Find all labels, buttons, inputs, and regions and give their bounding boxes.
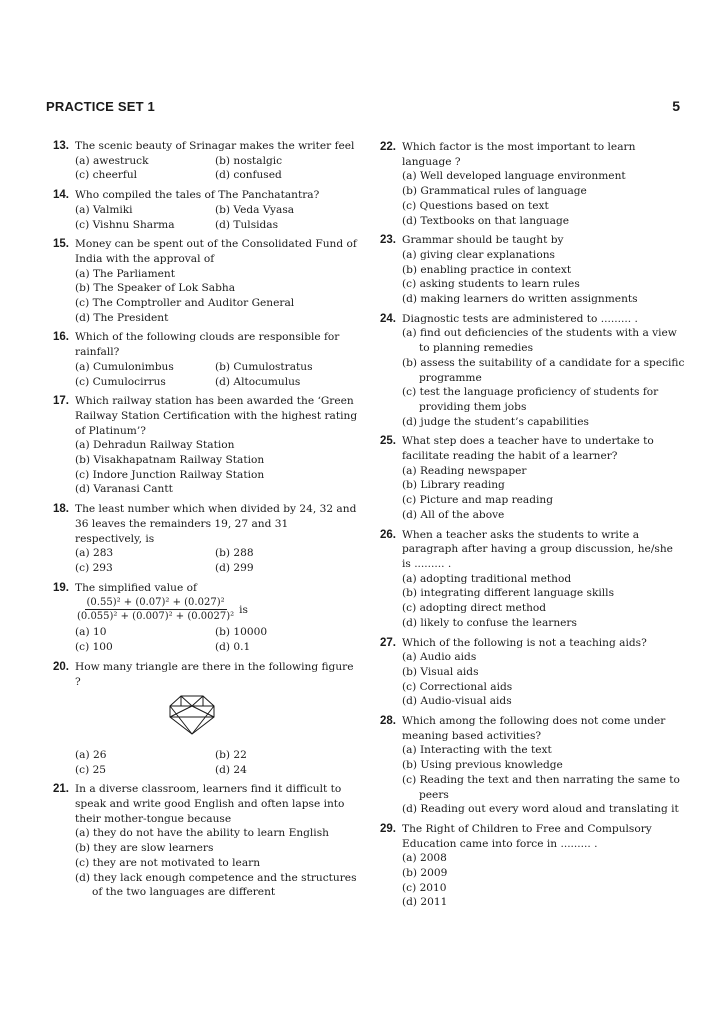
question-text: Diagnostic tests are administered to ......... . bbox=[402, 312, 638, 325]
question-text: Which among the following does not come under meaning based activities? bbox=[402, 715, 666, 742]
question-text: The Right of Children to Free and Compulsory Education came into force in ......... . bbox=[402, 822, 652, 850]
option-b: (b) Visual aids bbox=[402, 665, 479, 678]
question-27 bbox=[373, 636, 685, 710]
question-number: 19. bbox=[53, 581, 69, 594]
option-c: (c) 293 bbox=[75, 561, 113, 574]
question-number: 20. bbox=[53, 660, 69, 673]
question-24 bbox=[373, 312, 685, 430]
options bbox=[75, 546, 358, 575]
option-a: (a) 283 bbox=[75, 547, 114, 560]
options bbox=[75, 625, 358, 654]
question-26 bbox=[373, 528, 685, 631]
fraction-numerator: (0.55)² + (0.07)² + (0.027)² bbox=[86, 597, 225, 609]
question-29 bbox=[373, 822, 685, 910]
question-text: Which of the following clouds are responsible for rainfall? bbox=[75, 331, 340, 359]
option-d: (d) confused bbox=[215, 169, 282, 182]
option-a: (a) Audio aids bbox=[402, 651, 477, 664]
option-b: (b) assess the suitability of a candidate for a specific programme bbox=[402, 356, 685, 384]
question-17 bbox=[46, 394, 358, 497]
option-d: (d) Textbooks on that language bbox=[402, 214, 570, 227]
question-25 bbox=[373, 434, 685, 522]
question-number: 22. bbox=[380, 141, 396, 153]
option-b: (b) Using previous knowledge bbox=[402, 759, 563, 772]
option-b: (b) 22 bbox=[215, 748, 247, 761]
question-text: Which railway station has been awarded the ‘Green Railway Station Certification with the highest rating of Platinum’? bbox=[75, 395, 358, 437]
options bbox=[75, 154, 358, 183]
question-14 bbox=[46, 188, 358, 232]
option-a: (a) 10 bbox=[75, 626, 107, 639]
practice-set-title: PRACTICE SET 1 bbox=[46, 99, 155, 114]
options bbox=[402, 248, 685, 307]
option-d: (d) All of the above bbox=[402, 508, 505, 521]
triangle-figure bbox=[169, 695, 215, 735]
option-a: (a) Interacting with the text bbox=[402, 744, 552, 757]
option-b: (b) Grammatical rules of language bbox=[402, 185, 587, 198]
option-c: (c) they are not motivated to learn bbox=[75, 856, 261, 869]
option-b: (b) Cumulostratus bbox=[215, 360, 313, 373]
question-number: 25. bbox=[380, 435, 396, 448]
question-number: 17. bbox=[53, 395, 69, 408]
option-c: (c) Cumulocirrus bbox=[75, 375, 166, 388]
options bbox=[75, 748, 358, 777]
fraction bbox=[75, 596, 236, 623]
option-a: (a) 26 bbox=[75, 748, 107, 761]
question-28 bbox=[373, 714, 685, 817]
option-d: (d) The President bbox=[75, 311, 169, 324]
right-column bbox=[373, 140, 685, 910]
question-number: 21. bbox=[53, 783, 69, 796]
question-number: 24. bbox=[380, 312, 396, 325]
option-c: (c) Vishnu Sharma bbox=[75, 218, 175, 231]
options bbox=[75, 267, 358, 326]
question-number: 13. bbox=[53, 140, 69, 152]
option-c: (c) The Comptroller and Auditor General bbox=[75, 297, 295, 310]
question-19 bbox=[46, 581, 358, 655]
question-text: The scenic beauty of Srinagar makes the writer feel bbox=[75, 140, 355, 152]
options bbox=[75, 826, 358, 900]
option-d: (d) they lack enough competence and the structures of the two languages are different bbox=[75, 871, 357, 899]
question-text: Who compiled the tales of The Panchatantra? bbox=[75, 189, 320, 202]
question-text: The least number which when divided by 24, 32 and 36 leaves the remainders 19, 27 and 31 respectively, is bbox=[75, 503, 357, 545]
question-number: 23. bbox=[380, 234, 396, 247]
page-header bbox=[46, 99, 680, 119]
option-d: (d) 0.1 bbox=[215, 641, 251, 654]
option-c: (c) cheerful bbox=[75, 169, 138, 182]
option-b: (b) Library reading bbox=[402, 479, 505, 492]
question-number: 15. bbox=[53, 238, 69, 251]
option-c: (c) Reading the text and then narrating the same to peers bbox=[402, 773, 680, 801]
option-b: (b) integrating different language skills bbox=[402, 587, 614, 600]
question-text: The simplified value of bbox=[75, 581, 197, 594]
question-text: Grammar should be taught by bbox=[402, 234, 564, 247]
option-d: (d) 2011 bbox=[402, 896, 448, 909]
question-number: 16. bbox=[53, 331, 69, 344]
question-text: When a teacher asks the students to write a paragraph after having a group discussion, he/she is ......... . bbox=[402, 528, 673, 570]
options bbox=[402, 326, 685, 429]
option-d: (d) Audio-visual aids bbox=[402, 695, 512, 708]
option-a: (a) adopting traditional method bbox=[402, 572, 572, 585]
option-a: (a) giving clear explanations bbox=[402, 248, 555, 261]
option-b: (b) Visakhapatnam Railway Station bbox=[75, 454, 265, 467]
question-number: 14. bbox=[53, 189, 69, 202]
options bbox=[75, 203, 358, 232]
left-column bbox=[46, 139, 358, 900]
options bbox=[75, 438, 358, 497]
option-a: (a) Valmiki bbox=[75, 203, 133, 216]
option-a: (a) awestruck bbox=[75, 154, 149, 167]
question-13 bbox=[46, 139, 358, 183]
option-c: (c) adopting direct method bbox=[402, 602, 547, 615]
question-text: In a diverse classroom, learners find it difficult to speak and write good English and often lapse into their mother-tongue because bbox=[75, 783, 345, 825]
option-b: (b) 2009 bbox=[402, 867, 448, 880]
options bbox=[402, 572, 685, 631]
option-c: (c) test the language proficiency of students for providing them jobs bbox=[402, 386, 659, 413]
option-a: (a) Reading newspaper bbox=[402, 464, 527, 477]
question-number: 27. bbox=[380, 636, 396, 649]
option-b: (b) 10000 bbox=[215, 626, 268, 639]
question-20 bbox=[46, 660, 358, 778]
question-21 bbox=[46, 782, 358, 900]
option-d: (d) judge the student’s capabilities bbox=[402, 415, 589, 428]
question-text: How many triangle are there in the following figure ? bbox=[75, 660, 354, 688]
question-number: 18. bbox=[53, 503, 69, 516]
option-c: (c) Indore Junction Railway Station bbox=[75, 468, 265, 481]
option-a: (a) Dehradun Railway Station bbox=[75, 439, 235, 452]
fraction-expression bbox=[75, 596, 358, 623]
option-c: (c) Correctional aids bbox=[402, 680, 513, 693]
option-d: (d) 24 bbox=[215, 763, 247, 776]
option-b: (b) 288 bbox=[215, 547, 254, 560]
question-text: Money can be spent out of the Consolidated Fund of India with the approval of bbox=[75, 238, 357, 265]
option-d: (d) likely to confuse the learners bbox=[402, 616, 577, 629]
options bbox=[402, 650, 685, 709]
option-b: (b) enabling practice in context bbox=[402, 263, 572, 276]
question-22 bbox=[373, 140, 685, 228]
options bbox=[75, 360, 358, 389]
option-c: (c) 2010 bbox=[402, 881, 447, 894]
question-18 bbox=[46, 502, 358, 576]
option-b: (b) nostalgic bbox=[215, 154, 283, 167]
option-a: (a) Cumulonimbus bbox=[75, 360, 174, 373]
page-number: 5 bbox=[672, 98, 680, 114]
option-c: (c) 100 bbox=[75, 641, 113, 654]
option-d: (d) Tulsidas bbox=[215, 218, 279, 231]
options bbox=[402, 743, 685, 817]
options bbox=[402, 464, 685, 523]
question-number: 29. bbox=[380, 822, 396, 835]
option-c: (c) Picture and map reading bbox=[402, 494, 554, 507]
option-a: (a) Well developed language environment bbox=[402, 170, 626, 183]
option-d: (d) making learners do written assignments bbox=[402, 293, 638, 306]
option-d: (d) Altocumulus bbox=[215, 375, 301, 388]
question-16 bbox=[46, 330, 358, 389]
option-a: (a) The Parliament bbox=[75, 267, 175, 280]
question-text: Which factor is the most important to learn language ? bbox=[402, 141, 636, 168]
question-text: What step does a teacher have to undertake to facilitate reading the habit of a learner? bbox=[402, 435, 654, 463]
option-b: (b) they are slow learners bbox=[75, 842, 214, 855]
option-d: (d) Varanasi Cantt bbox=[75, 483, 173, 496]
option-b: (b) The Speaker of Lok Sabha bbox=[75, 282, 236, 295]
question-23 bbox=[373, 233, 685, 307]
question-number: 28. bbox=[380, 715, 396, 728]
fraction-suffix: is bbox=[239, 603, 248, 616]
option-a: (a) 2008 bbox=[402, 852, 447, 865]
option-d: (d) Reading out every word aloud and translating it bbox=[402, 803, 679, 816]
fraction-denominator: (0.055)² + (0.007)² + (0.0027)² bbox=[77, 611, 235, 623]
option-a: (a) find out deficiencies of the students with a view to planning remedies bbox=[402, 327, 677, 355]
option-d: (d) 299 bbox=[215, 561, 254, 574]
question-15 bbox=[46, 237, 358, 325]
option-a: (a) they do not have the ability to learn English bbox=[75, 827, 329, 840]
option-c: (c) asking students to learn rules bbox=[402, 278, 580, 291]
question-number: 26. bbox=[380, 528, 396, 541]
option-c: (c) 25 bbox=[75, 763, 107, 776]
question-text: Which of the following is not a teaching aids? bbox=[402, 636, 647, 649]
option-c: (c) Questions based on text bbox=[402, 199, 549, 212]
option-b: (b) Veda Vyasa bbox=[215, 203, 295, 216]
options bbox=[402, 169, 685, 228]
options bbox=[402, 851, 685, 910]
